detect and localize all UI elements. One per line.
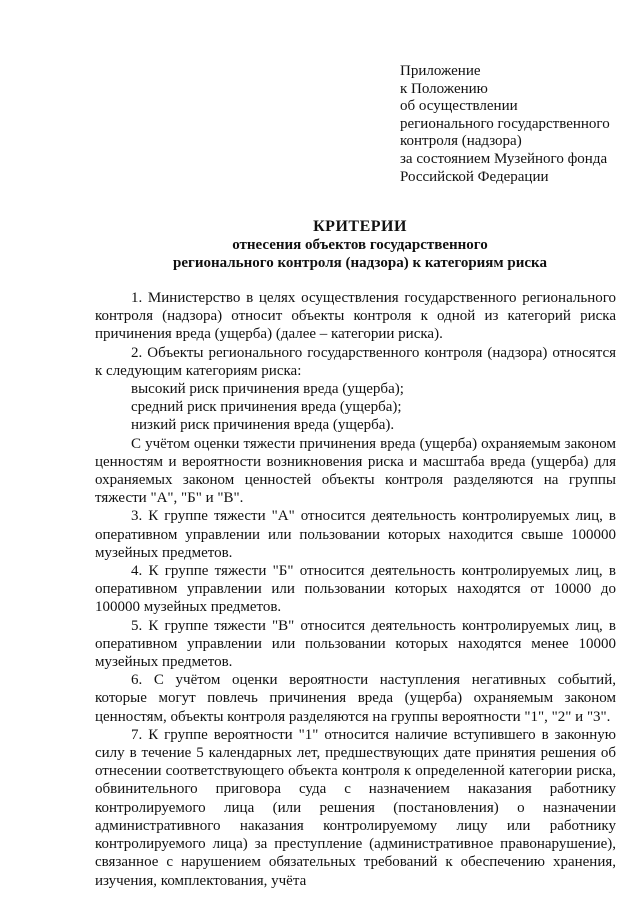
risk-medium: средний риск причинения вреда (ущерба);	[131, 399, 402, 416]
appendix-line: за состоянием Музейного фонда	[400, 150, 608, 167]
paragraph-2: 2. Объекты регионального государственного контроля (надзора) относятся к следующим категориям риска:	[95, 344, 616, 379]
paragraph-7: 7. К группе вероятности "1" относится наличие вступившего в законную силу в течение 5 календарных лет, предшествующих дате принятия решения об отнесении соответствующего объекта контроля к определенной категории риска, обвинительного приговора суда с назначением наказания работнику контролируемого лица (или решения (постановления) о назначении административного наказания контролируемому лицу или работнику контролируемого лица) за преступление (административное правонарушение), связанное с нарушением обязательных требований к обеспечению хранения, изучения, комплектования, учёта	[95, 726, 616, 889]
document-title	[80, 218, 640, 272]
paragraph-4: 4. К группе тяжести "Б" относится деятельность контролируемых лиц, в оперативном управлении или пользовании которых находятся от 10000 до 100000 музейных предметов.	[95, 563, 616, 616]
paragraph-3: 3. К группе тяжести "А" относится деятельность контролируемых лиц, в оперативном управлении или пользовании которых находится свыше 100000 музейных предметов.	[95, 508, 616, 561]
appendix-note	[400, 63, 610, 186]
title-main: КРИТЕРИИ	[313, 218, 407, 235]
document-body	[95, 289, 616, 890]
paragraph-2b: С учётом оценки тяжести причинения вреда (ущерба) охраняемым законом ценностям и вероятности возникновения риска и масштаба вреда (ущерба) для охраняемых законом ценностей объекты контроля разделяются на группы тяжести "А", "Б" и "В".	[95, 435, 616, 507]
appendix-line: Приложение	[400, 63, 481, 79]
title-subtitle-line1: отнесения объектов государственного	[232, 237, 488, 253]
paragraph-6: 6. С учётом оценки вероятности наступления негативных событий, которые могут повлечь причинения вреда (ущерба) охраняемым законом ценностям, объекты контроля разделяются на группы вероятности "1", "2" и "3".	[95, 672, 616, 725]
appendix-line: контроля (надзора)	[400, 133, 522, 150]
appendix-line: Российской Федерации	[400, 168, 549, 185]
risk-high: высокий риск причинения вреда (ущерба);	[131, 381, 404, 398]
title-subtitle-line2: регионального контроля (надзора) к категориям риска	[173, 255, 547, 271]
appendix-line: к Положению	[400, 80, 488, 97]
risk-low: низкий риск причинения вреда (ущерба).	[131, 417, 395, 434]
appendix-line: регионального государственного	[400, 115, 610, 132]
appendix-line: об осуществлении	[400, 98, 518, 115]
paragraph-1: 1. Министерство в целях осуществления государственного регионального контроля (надзора) относит объекты контроля к одной из категорий риска причинения вреда (ущерба) (далее – категории риска).	[95, 290, 616, 343]
paragraph-5: 5. К группе тяжести "В" относится деятельность контролируемых лиц, в оперативном управлении или пользовании которых находятся менее 10000 музейных предметов.	[95, 617, 616, 671]
